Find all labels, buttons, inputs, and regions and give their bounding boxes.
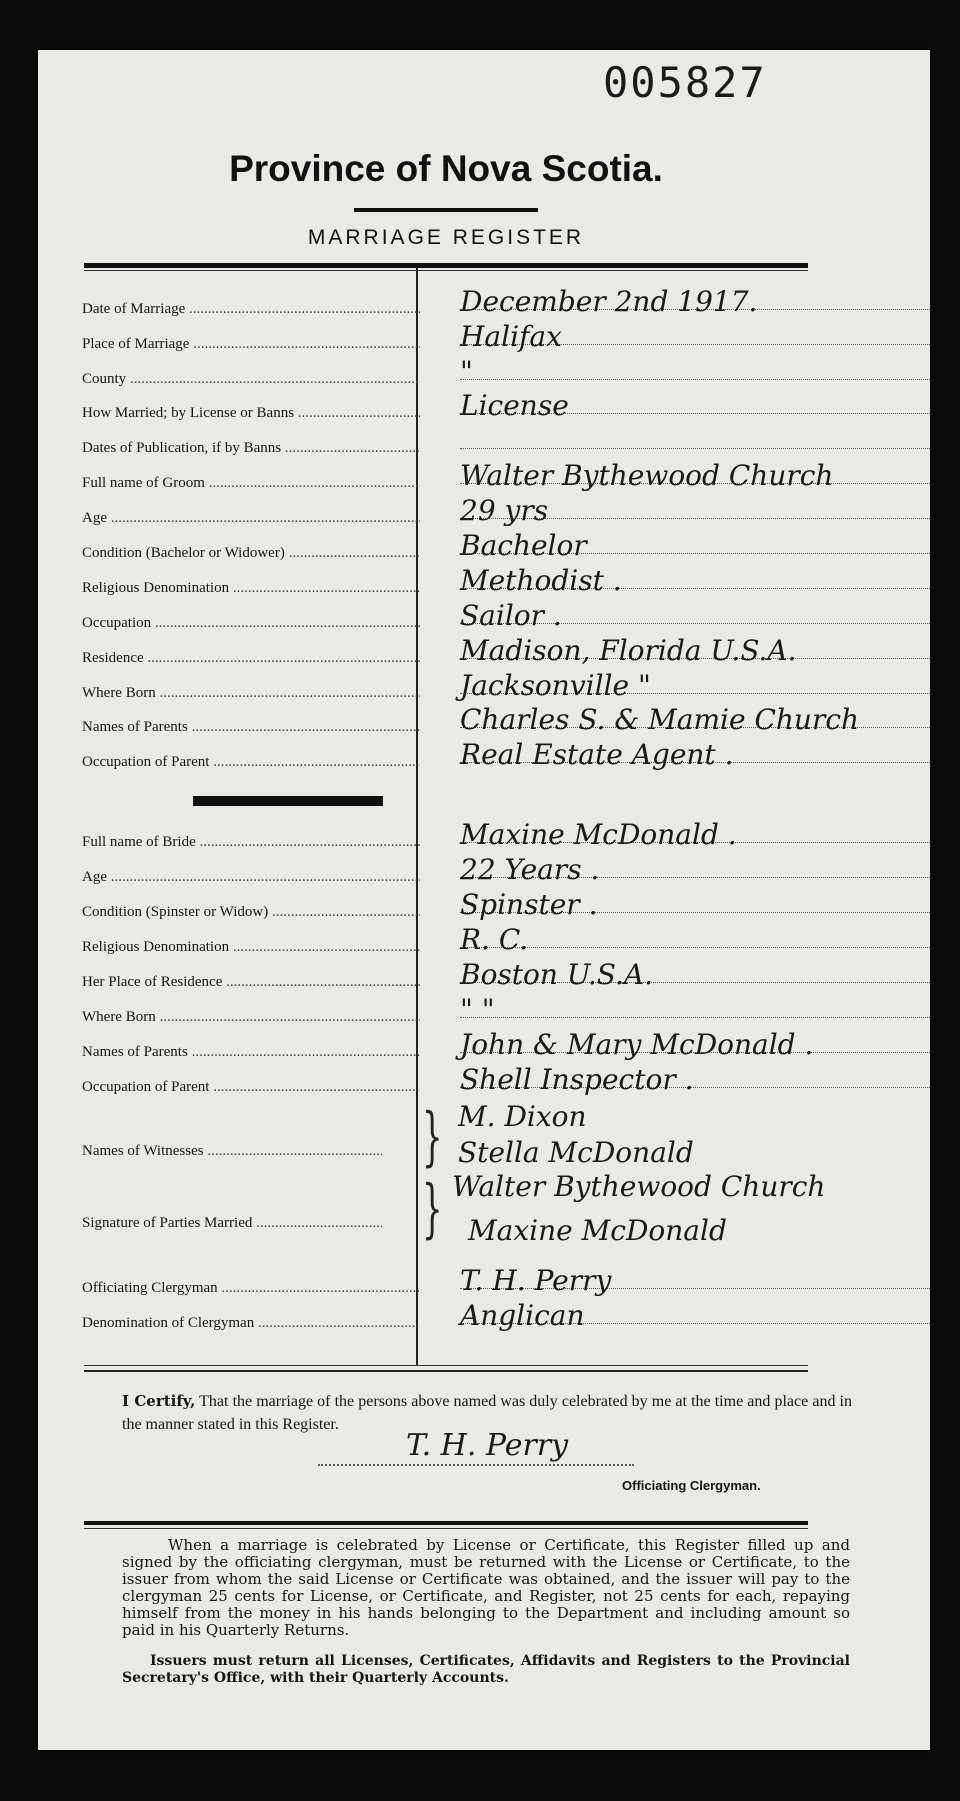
- field-value: Sailor .: [460, 599, 562, 632]
- field-value: " ": [460, 993, 495, 1026]
- title-divider: [354, 208, 538, 212]
- field-value: John & Mary McDonald .: [460, 1028, 814, 1061]
- header-rule: [84, 263, 808, 268]
- field-label: Date of Marriage .....: [82, 301, 420, 318]
- certify-text: That the marriage of the persons above named was duly celebrated by me at the time and place and in the manner stated in this Register.: [122, 1393, 852, 1433]
- field-label: Names of Parents .....: [82, 719, 420, 736]
- signature-label: Officiating Clergyman.: [622, 1478, 761, 1493]
- field-value: Boston U.S.A.: [460, 958, 653, 991]
- field-label: Condition (Bachelor or Widower) .....: [82, 545, 420, 562]
- field-label: Her Place of Residence .....: [82, 974, 420, 991]
- field-value: 22 Years .: [460, 853, 600, 886]
- field-label: Denomination of Clergyman .....: [82, 1315, 420, 1332]
- page-subtitle: MARRIAGE REGISTER: [307, 226, 585, 249]
- page-title: Province of Nova Scotia.: [229, 148, 663, 189]
- field-value: Walter Bythewood Church: [460, 459, 834, 492]
- footer-rule-thin: [84, 1528, 808, 1529]
- witness-name: M. Dixon: [458, 1100, 587, 1133]
- field-label: How Married; by License or Banns .....: [82, 405, 420, 422]
- clergy-signature: T. H. Perry: [406, 1428, 569, 1463]
- field-label: Names of Parents .....: [82, 1044, 420, 1061]
- field-value: Anglican: [460, 1299, 585, 1332]
- field-label: County .....: [82, 371, 420, 388]
- footer-rule: [84, 1521, 808, 1525]
- field-value: Halifax: [460, 320, 562, 353]
- field-label: Religious Denomination .....: [82, 580, 420, 597]
- section-rule-thick: [84, 1370, 808, 1372]
- field-label: Residence .....: [82, 650, 420, 667]
- field-label: Occupation of Parent .....: [82, 754, 420, 771]
- signatures-brace: }: [422, 1172, 443, 1246]
- field-label: Occupation of Parent .....: [82, 1079, 420, 1096]
- field-value: 29 yrs: [460, 494, 549, 527]
- section-rule: [84, 1365, 808, 1366]
- field-value: Maxine McDonald .: [460, 818, 737, 851]
- field-value: Methodist .: [460, 564, 622, 597]
- field-value: Real Estate Agent .: [460, 738, 734, 771]
- field-label: Officiating Clergyman .....: [82, 1280, 420, 1297]
- field-value: Spinster .: [460, 888, 598, 921]
- footer-instructions: When a marriage is celebrated by License or Certificate, this Register filled up and signed by the officiating clergyman, must be returned with the License or Certificate, to the issuer from whom the said License or Certificate was obtained, and the issuer will pay to the clergyman 25 cents for License, or Certificate, and Register, not 25 cents for each, repaying himself from the money in his hands belonging to the Department and including amount so paid in his Quarterly Returns.: [122, 1536, 850, 1639]
- field-label: Where Born .....: [82, 1009, 420, 1026]
- field-value: December 2nd 1917.: [460, 285, 758, 318]
- witness-name: Stella McDonald: [458, 1136, 694, 1169]
- field-value: Charles S. & Mamie Church: [460, 703, 860, 736]
- field-value: T. H. Perry: [460, 1264, 612, 1297]
- header-rule-thin: [84, 270, 808, 271]
- field-value: ": [460, 355, 473, 388]
- field-value: Madison, Florida U.S.A.: [460, 634, 797, 667]
- field-value: R. C.: [460, 923, 529, 956]
- signature-bride: Maxine McDonald: [468, 1214, 727, 1247]
- field-label: Names of Witnesses .....: [82, 1143, 382, 1160]
- document-number: 005827: [603, 58, 767, 107]
- field-label: Full name of Groom .....: [82, 475, 420, 492]
- field-label: Signature of Parties Married .....: [82, 1215, 382, 1232]
- witnesses-brace: }: [422, 1100, 443, 1174]
- field-label: Dates of Publication, if by Banns .....: [82, 440, 420, 457]
- section-separator: [193, 796, 383, 806]
- field-label: Place of Marriage .....: [82, 336, 420, 353]
- field-label: Condition (Spinster or Widow) .....: [82, 904, 420, 921]
- signature-groom: Walter Bythewood Church: [452, 1170, 826, 1203]
- certify-heading: I Certify,: [122, 1392, 196, 1410]
- field-value: License: [460, 389, 569, 422]
- field-value: Jacksonville ": [460, 669, 651, 702]
- field-value: Bachelor: [460, 529, 587, 562]
- field-label: Age .....: [82, 869, 420, 886]
- field-label: Occupation .....: [82, 615, 420, 632]
- column-divider: [416, 268, 418, 1365]
- footer-return-notice: Issuers must return all Licenses, Certificates, Affidavits and Registers to the Provincial Secretary's Office, with their Quarterly Accounts.: [122, 1653, 850, 1686]
- field-label: Full name of Bride .....: [82, 834, 420, 851]
- field-value: Shell Inspector .: [460, 1063, 694, 1096]
- field-label: Religious Denomination .....: [82, 939, 420, 956]
- field-label: Age .....: [82, 510, 420, 527]
- field-label: Where Born .....: [82, 685, 420, 702]
